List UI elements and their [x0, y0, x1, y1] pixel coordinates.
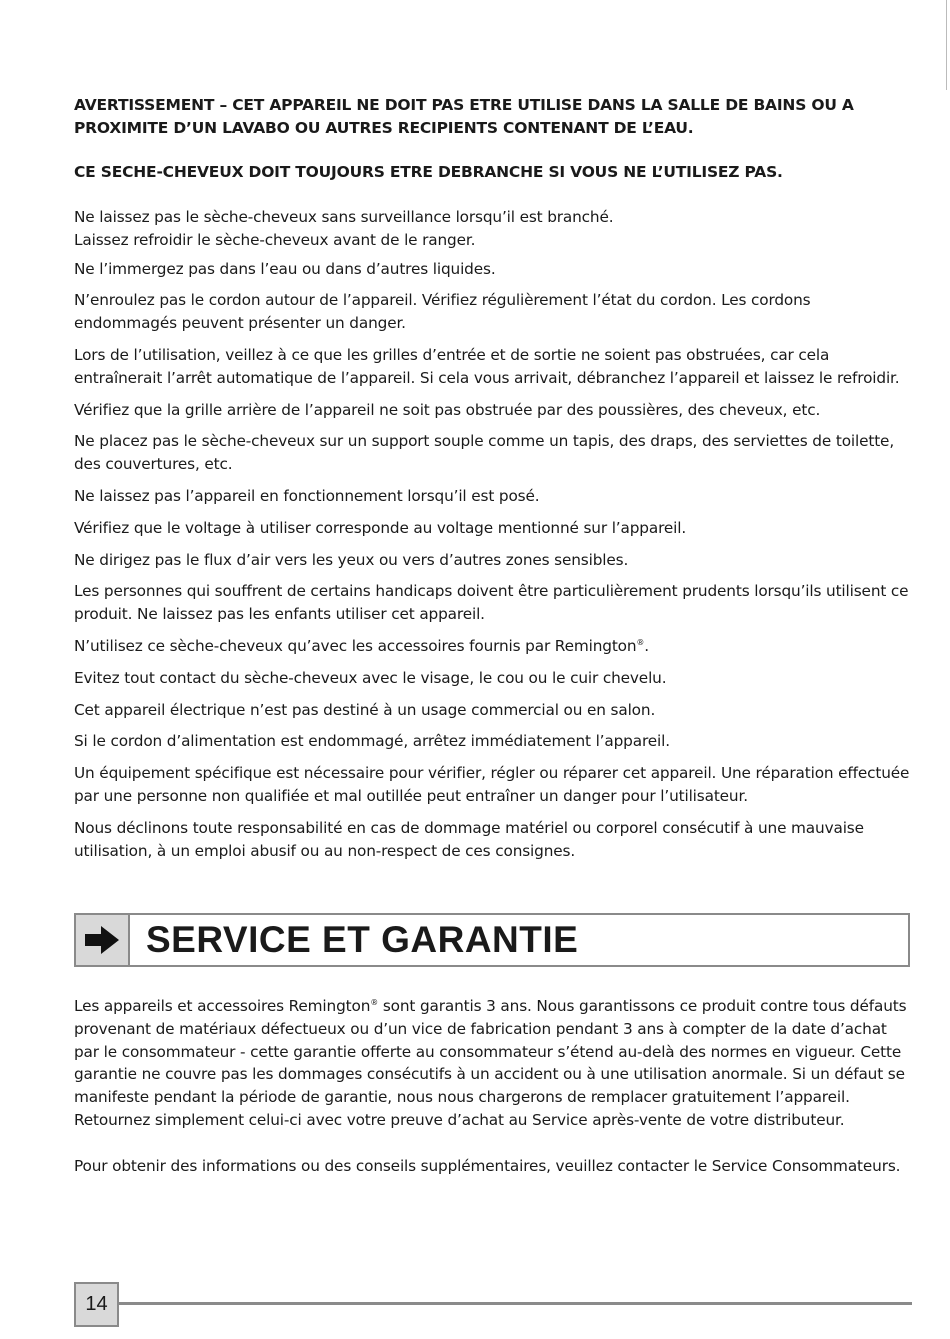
page-number: 14: [74, 1282, 119, 1327]
rule-item: [74, 206, 916, 252]
warranty-text-start: Les appareils et accessoires Remington: [74, 997, 371, 1015]
section-header: [74, 913, 910, 967]
contact-paragraph: Pour obtenir des informations ou des conseils supplémentaires, veuillez contacter le Service Consommateurs.: [74, 1156, 901, 1175]
rule-item: Les personnes qui souffrent de certains handicaps doivent être particulièrement prudents lorsqu’ils utilisent ce produit. Ne laissez pas les enfants utiliser cet appareil.: [74, 582, 909, 624]
rule-item: Ne placez pas le sèche-cheveux sur un support souple comme un tapis, des draps, des serviettes de toilette, des couvertures, etc.: [74, 432, 895, 474]
rule-item: Ne l’immergez pas dans l’eau ou dans d’autres liquides.: [74, 259, 496, 278]
rule-item: Si le cordon d’alimentation est endommagé, arrêtez immédiatement l’appareil.: [74, 732, 670, 751]
rule-item: Nous déclinons toute responsabilité en cas de dommage matériel ou corporel consécutif à une mauvaise utilisation, à un emploi abusif ou au non-respect de ces consignes.: [74, 818, 864, 860]
rule-item: Vérifiez que le voltage à utiliser corresponde au voltage mentionné sur l’appareil.: [74, 518, 687, 537]
safety-instructions: [74, 94, 916, 871]
arrow-right-icon: [85, 926, 119, 954]
section-title: SERVICE ET GARANTIE: [146, 919, 579, 960]
rule-item: Evitez tout contact du sèche-cheveux avec le visage, le cou ou le cuir chevelu.: [74, 668, 667, 687]
rule-item: [74, 635, 916, 658]
rule-item: Cet appareil électrique n’est pas destiné à un usage commercial ou en salon.: [74, 700, 656, 719]
warranty-text-rest: sont garantis 3 ans. Nous garantissons ce produit contre tous défauts provenant de matériaux défectueux ou d’un vice de fabrication pendant 3 ans à compter de la date d’achat par le consommateur - cette garantie offerte au consommateur s’étend au-delà des normes en vigueur. Cette garantie ne couvre pas les dommages consécutifs à un accident ou à une utilisation anormale. Si un défaut se manifeste pendant la période de garantie, nous nous chargerons de remplacer gratuitement l’appareil. Retournez simplement celui-ci avec votre preuve d’achat au Service après-vente de votre distributeur.: [74, 997, 907, 1129]
unplug-warning: CE SECHE-CHEVEUX DOIT TOUJOURS ETRE DEBRANCHE SI VOUS NE L’UTILISEZ PAS.: [74, 163, 783, 181]
section-icon-box: [76, 915, 130, 965]
warranty-text: [74, 995, 916, 1178]
rule-text: N’utilisez ce sèche-cheveux qu’avec les accessoires fournis par Remington: [74, 636, 637, 655]
rule-text-end: .: [644, 636, 649, 655]
rule-item: N’enroulez pas le cordon autour de l’appareil. Vérifiez régulièrement l’état du cordon. Les cordons endommagés peuvent présenter un danger.: [74, 291, 811, 333]
rule-item: Lors de l’utilisation, veillez à ce que les grilles d’entrée et de sortie ne soient pas obstruées, car cela entraînerait l’arrêt automatique de l’appareil. Si cela vous arrivait, débranchez l’appareil et laissez le refroidir.: [74, 345, 900, 387]
rule-text: Laissez refroidir le sèche-cheveux avant de le ranger.: [74, 230, 476, 249]
registered-mark: ®: [370, 997, 379, 1007]
rule-item: Vérifiez que la grille arrière de l’appareil ne soit pas obstruée par des poussières, des cheveux, etc.: [74, 400, 821, 419]
footer-rule: [119, 1302, 912, 1305]
rule-text: Ne laissez pas le sèche-cheveux sans surveillance lorsqu’il est branché.: [74, 208, 614, 226]
page-edge-mark: [946, 0, 947, 90]
rule-item: Ne laissez pas l’appareil en fonctionnement lorsqu’il est posé.: [74, 486, 540, 505]
registered-mark: ®: [636, 637, 645, 647]
bathroom-warning: AVERTISSEMENT – CET APPAREIL NE DOIT PAS ETRE UTILISE DANS LA SALLE DE BAINS OU A PROXIMITE D’UN LAVABO OU AUTRES RECIPIENTS CONTENANT DE L’EAU.: [74, 96, 854, 137]
rules-list: [74, 206, 916, 862]
rule-item: Un équipement spécifique est nécessaire pour vérifier, régler ou réparer cet appareil. Une réparation effectuée par une personne non qualifiée et mal outillée peut entraîner un danger pour l’utilisateur.: [74, 764, 910, 805]
warranty-paragraph: [74, 995, 916, 1132]
rule-item: Ne dirigez pas le flux d’air vers les yeux ou vers d’autres zones sensibles.: [74, 550, 629, 569]
